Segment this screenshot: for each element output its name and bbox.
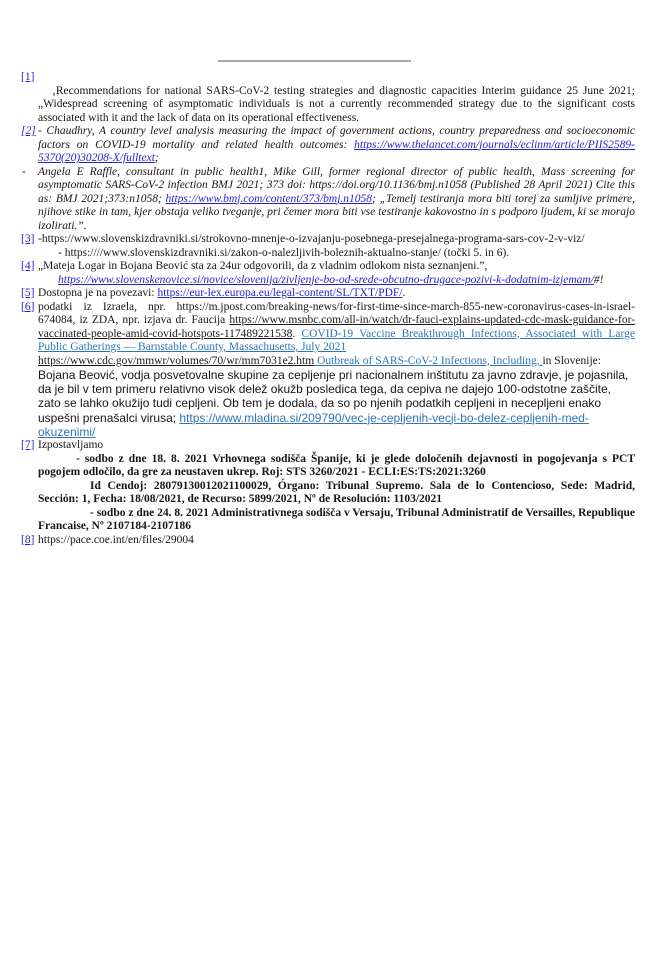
footnote-2-item-1 <box>38 125 635 166</box>
footnote-6-marker[interactable]: [6] <box>21 300 35 313</box>
footnote-2-marker[interactable]: [2] <box>21 125 36 137</box>
footnote-4-quote: „Mateja Logar in Bojana Beović sta za 24ur odgovorili, da z vladnim odlokom nista seznanjeni.”, <box>38 260 488 272</box>
footnote-5-marker[interactable]: [5] <box>21 287 35 299</box>
footnote-5 <box>21 287 635 301</box>
footnote-6-sans-text: Bojana Beović, vodja posvetovalne skupine za cepljenje pri nacionalnem inštitutu za javno zdravje, je pojasnila, da je bil v tem primeru relativno visok delež okužb posledica tega, da cepiva ne dajejo 100-odstotne zaščite, zato se lahko okužijo tudi cepljeni. Ob tem je dodala, da so po njenih podatkih cepljeni in necepljeni enako uspešni prenašalci virusa; <box>38 368 629 425</box>
cdc-link[interactable]: https://www.cdc.gov/mmwr/volumes/70/wr/mm7031e2.htm <box>38 354 315 367</box>
footnote-1-text: ‚Recommendations for national SARS-CoV-2 testing strategies and diagnostic capacities Interim guidance 25 June 2021; „Widespread screening of asymptomatic individuals is not a currently recommended strategy due to the significant costs associated with it and the lack of data on its operational effectiveness. <box>38 84 635 124</box>
footnote-separator-line <box>218 60 411 62</box>
footnote-7-judgment-versailles: - sodbo z dne 24. 8. 2021 Administrativnega sodišča v Versaju, Tribunal Administratif de Versailles, Republique Francaise, Nº 2107184-2107186 <box>38 506 635 533</box>
footnote-2-item-2 <box>22 165 635 234</box>
footnote-7 <box>21 439 635 534</box>
footnote-3 <box>21 233 635 260</box>
footnote-2-item-1-tail: ; <box>154 152 159 164</box>
footnote-4-tail: #! <box>593 273 604 286</box>
footnote-6-sans-paragraph <box>38 368 635 439</box>
footnote-6 <box>21 300 635 440</box>
pace-coe-url: https://pace.coe.int/en/files/29004 <box>38 533 194 546</box>
eurlex-link[interactable]: https://eur-lex.europa.eu/legal-content/SL/TXT/PDF/ <box>157 287 403 299</box>
footnote-3-line-1: -https://www.slovenskizdravniki.si/strokovno-mnenje-o-izvajanju-posebnega-presejalnega-programa-sars-cov-2-v-viz/ <box>38 233 585 245</box>
outbreak-title-link[interactable]: Outbreak of SARS-CoV-2 Infections, Including, <box>314 354 543 367</box>
footnote-3-marker[interactable]: [3] <box>21 233 35 245</box>
footnote-1-marker[interactable]: [1] <box>21 71 35 83</box>
footnote-2-item-2-text: Angela E Raffle, consultant in public health1, Mike Gill, former regional director of public health, Mass screening for asymptomatic SARS-CoV-2 infection BMJ 2021; 373 doi: https://doi.org/10.1136/bmj.n1058 (Published 28 April 2021) Cite this as: BMJ 2021;373:n1058; <box>38 165 635 205</box>
bullet-dash: - <box>22 165 26 178</box>
footnote-3-line-2: - https:////www.slovenskizdravniki.si/zakon-o-nalezljivih-boleznih-aktualno-stanje/ (točki 5. in 6). <box>58 246 510 259</box>
footnotes-section <box>21 60 635 547</box>
bmj-link[interactable]: https://www.bmj.com/content/373/bmj.n1058 <box>165 192 373 205</box>
cdc-report-title-link[interactable]: COVID-19 Vaccine Breakthrough Infections, Associated with Large Public Gatherings — Barnstable County, Massachusetts, July 2021 <box>38 327 635 353</box>
footnote-5-tail: . <box>402 287 406 299</box>
footnote-2-item-1-text: - Chaudhry, A country level analysis measuring the impact of government actions, country preparedness and socioeconomic factors on COVID-19 mortality and related health outcomes: <box>38 125 635 151</box>
footnote-2-item-2-tail: ; „Temelj testiranja mora biti torej za sumljive primere, njihove stike in tam, kjer obstaja veliko tveganje, pri čemer mora biti vse testiranje kakovostno in s podporo ljudem, ki se morajo izolirati.”. <box>38 192 635 232</box>
footnote-4-marker[interactable]: [4] <box>21 260 35 272</box>
footnote-7-judgment-spain: - sodbo z dne 18. 8. 2021 Vrhovnega sodišča Španije, ki je glede določenih dejavnosti in pogojevanja s PCT pogojem odločilo, da gre za neustaven ukrep. Roj: STS 3260/2021 - ECLI:ES:TS:2021:3260 <box>38 452 635 479</box>
footnote-8-marker[interactable]: [8] <box>21 533 35 546</box>
footnote-5-text: Dostopna je na povezavi: <box>38 287 158 299</box>
footnote-7-marker[interactable]: [7] <box>21 439 35 452</box>
footnote-4 <box>21 260 635 287</box>
msnbc-link[interactable]: https://www.msnbc.com/all-in/watch/dr-fauci-explains-updated-cdc-mask-guidance-for-vaccinated-people-amid-covid-hotspots-117489221538 <box>38 314 635 340</box>
footnote-6-lead: podatki iz Izraela, npr. https://m.jpost.com/breaking-news/for-first-time-since-march-855-new-coronavirus-cases-in-israel-674084, iz ZDA, npr. izjava dr. Faucija <box>38 300 635 326</box>
footnote-8 <box>21 533 635 548</box>
footnote-7-cendoj-details: Id Cendoj: 28079130012021100029, Órgano: Tribunal Supremo. Sala de lo Contencioso, Sede: Madrid, Sección: 1, Fecha: 18/08/2021, de Recurso: 5899/2021, Nº de Resolución: 1103/2021 <box>38 479 635 506</box>
footnote-7-lead: Izpostavljamo <box>38 439 104 452</box>
footnote-6-serif-paragraph <box>38 301 635 369</box>
mladina-link[interactable]: https://www.mladina.si/209790/vec-je-cepljenih-vecji-bo-delez-cepljenih-med-okuzenimi/ <box>38 410 589 439</box>
slovenskenovice-link[interactable]: https://www.slovenskenovice.si/novice/slovenija/zivljenje-bo-od-srede-obcutno-drugace-pozivi-k-dodatnim-izjemam/ <box>58 273 594 286</box>
footnote-6-mid-2: in Slovenije: <box>542 354 601 367</box>
footnote-2 <box>21 125 635 233</box>
thelancet-link[interactable]: https://www.thelancet.com/journals/eclinm/article/PIIS2589-5370(20)30208-X/fulltext <box>38 138 635 164</box>
footnote-6-mid-1: . <box>292 327 302 340</box>
footnote-1 <box>21 71 635 125</box>
